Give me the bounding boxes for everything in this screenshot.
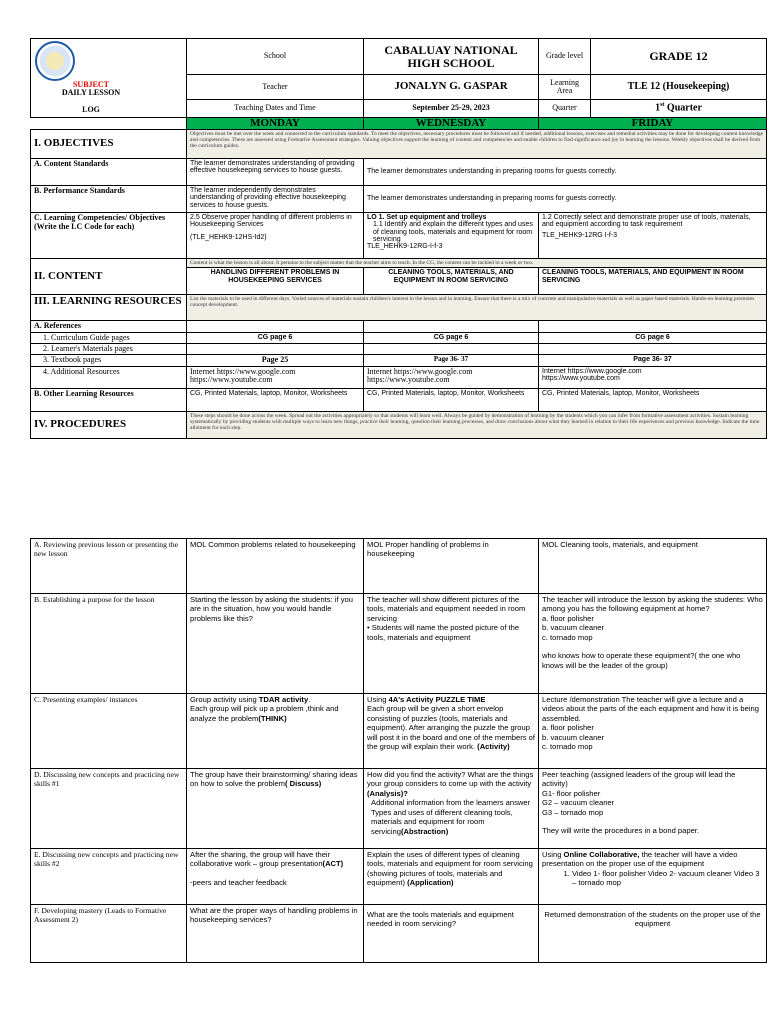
- examples-fri-item-c: c. tornado mop: [542, 742, 593, 752]
- additional-label: 4. Additional Resources: [31, 366, 187, 388]
- examples-wed: [364, 694, 539, 769]
- school-value: CABALUAY NATIONAL HIGH SCHOOL: [364, 39, 539, 75]
- discuss1-fri-g2: G2 – vacuum cleaner: [542, 798, 615, 808]
- additional-mon: [187, 366, 364, 388]
- comp-wed-code: TLE_HEHK9-12RG-I-f-3: [367, 243, 443, 251]
- discuss2-mon-t1: After the sharing, the group will have their collaborative work – group presentation: [190, 850, 331, 869]
- add-mon-url1[interactable]: Internet https://www.google.com: [190, 366, 296, 376]
- discuss1-label: D. Discussing new concepts and practicing new skills #1: [31, 769, 187, 849]
- discuss2-fri-t1b: Online Collaborative,: [563, 850, 640, 859]
- purpose-wed-bullet: • Students will name the posted picture of the tools, materials and equipment: [367, 623, 520, 642]
- examples-mon-t2: Each group will pick up a problem ,think and analyze the problem: [190, 704, 339, 723]
- purpose-mon: Starting the lesson by asking the students: if you are in the situation, how you would handle problems like this?: [187, 594, 364, 694]
- quarter-label: Quarter: [539, 99, 591, 117]
- resources-note: List the materials to be used in different days. Varied sources of materials sustain children's interest in the lesson and in learning. Ensure that there is a mix of concrete and manipulative materials as well as paper based materials. Hands-on learning promotes concept development.: [187, 295, 767, 321]
- procedures-table: [30, 538, 767, 963]
- additional-wed: [364, 366, 539, 388]
- other-resources-wed: CG, Printed Materials, laptop, Monitor, Worksheets: [364, 388, 539, 411]
- grade-label: Grade level: [539, 39, 591, 75]
- references-fri: [539, 321, 767, 332]
- dates-label: Teaching Dates and Time: [187, 99, 364, 117]
- school-label: School: [187, 39, 364, 75]
- add-fri-url1[interactable]: Internet https://www.google.com: [542, 367, 642, 375]
- mastery-mon: What are the proper ways of handling problems in housekeeping services?: [187, 905, 364, 963]
- objectives-title: I. OBJECTIVES: [31, 130, 187, 159]
- examples-wed-t2b: (Activity): [477, 742, 510, 752]
- content-title: II. CONTENT: [31, 259, 187, 295]
- additional-fri: [539, 366, 767, 388]
- content-standards-wedfri: The learner demonstrates understanding in preparing rooms for guests correctly.: [364, 159, 767, 186]
- discuss2-wed-t1: Explain the uses of different types of cleaning tools, materials and equipment for room servicing (showing pictures of tools, materials and equipment): [367, 850, 533, 888]
- deped-seal-icon: [35, 41, 75, 81]
- examples-mon-t1b: TDAR activity: [258, 695, 309, 704]
- content-fri: CLEANING TOOLS, MATERIALS, AND EQUIPMENT IN ROOM SERVICING: [539, 268, 767, 295]
- doc-title-line2: LOG: [82, 105, 100, 115]
- content-note: Content is what the lesson is all about. It pertains to the subject matter that the teacher aims to teach. In the CG, the content can be tackled in a week or two.: [187, 259, 767, 268]
- comp-mon-text: 2.5 Observe proper handling of different problems in Housekeeping Services: [190, 214, 352, 229]
- purpose-fri: [539, 594, 767, 694]
- discuss2-fri-videos: 1. Video 1- floor polisher Video 2- vacuum cleaner Video 3 – tornado mop: [572, 869, 763, 888]
- purpose-fri-item-b: b. vacuum cleaner: [542, 623, 605, 633]
- references-wed: [364, 321, 539, 332]
- discuss1-fri-g3: G3 – tornado mop: [542, 807, 604, 817]
- examples-mon: [187, 694, 364, 769]
- discuss2-wed: [364, 849, 539, 905]
- header-brand-cell: [31, 39, 187, 118]
- grade-value: GRADE 12: [591, 39, 767, 75]
- lm-mon: [187, 343, 364, 354]
- discuss2-mon-t1b: (ACT): [322, 859, 344, 869]
- textbook-wed: Page 36- 37: [364, 355, 539, 366]
- day-monday: MONDAY: [187, 117, 364, 130]
- review-label: A. Reviewing previous lesson or presenting the new lesson: [31, 539, 187, 594]
- comp-wed-lo: LO 1. Set up equipment and trolleys: [367, 214, 487, 222]
- quarter-num: 1: [655, 102, 661, 114]
- dll-header-table: [30, 38, 767, 439]
- examples-mon-t1c: .: [308, 695, 311, 704]
- dates-value: September 25-29, 2023: [364, 99, 539, 117]
- procedures-title: IV. PROCEDURES: [31, 411, 187, 438]
- objectives-note: Objectives must be met over the week and connected to the curriculum standards. To meet the objectives, necessary procedures must be followed and if needed, additional lessons, exercises and remedial activities may be done for developing content knowledge and competencies. These are assessed using Formative Assessment strategies. Valuing objectives support the learning of content and competencies and enable children to find significance and joy in learning the lessons. Weekly objectives shall be derived from the curriculum guides.: [187, 130, 767, 159]
- examples-wed-t2: Each group will be given a short envelop consisting of puzzles (tools, materials and equipment). After arranging the puzzle the group will post it in the board and one of the members of the group will explain their work.: [367, 704, 536, 752]
- examples-fri-item-b: b. vacuum cleaner: [542, 732, 605, 742]
- cg-label: 1. Curriculum Guide pages: [31, 332, 187, 343]
- add-mon-url2[interactable]: https://www.youtube.com: [190, 375, 273, 385]
- references-label: A. References: [31, 321, 187, 332]
- purpose-wed: [364, 594, 539, 694]
- discuss1-wed-t2b: (Abstraction): [400, 826, 449, 836]
- references-mon: [187, 321, 364, 332]
- review-mon: MOL Common problems related to housekeeping: [187, 539, 364, 594]
- doc-title-line1: DAILY LESSON: [61, 88, 121, 98]
- quarter-word: Quarter: [664, 102, 702, 114]
- comp-fri-text: 1.2 Correctly select and demonstrate proper use of tools, materials, and equipment according to task requirement: [542, 214, 751, 229]
- cg-fri: CG page 6: [539, 332, 767, 343]
- other-resources-label: B. Other Learning Resources: [31, 388, 187, 411]
- performance-standards-wedfri: The learner demonstrates understanding in preparing rooms for guests correctly.: [364, 186, 767, 213]
- comp-fri-code: TLE_HEHK9-12RG I-f-3: [542, 231, 618, 239]
- competencies-wed: [364, 213, 539, 259]
- purpose-wed-text: The teacher will show different pictures of the tools, materials and equipment needed in room servicing: [367, 595, 526, 623]
- lm-fri: [539, 343, 767, 354]
- comp-wed-text: 1.1 Identify and explain the different types and uses of cleaning tools, materials and equipment for room servicing: [373, 221, 533, 244]
- examples-fri-text: Lecture /demonstration The teacher will give a lecture and a videos about the parts of the each equipment and how it is being assembled.: [542, 695, 759, 723]
- content-standards-label: A. Content Standards: [31, 159, 187, 186]
- textbook-mon: Page 25: [187, 355, 364, 366]
- content-mon: HANDLING DIFFERENT PROBLEMS IN HOUSEKEEPING SERVICES: [187, 268, 364, 295]
- day-friday: FRIDAY: [539, 117, 767, 130]
- discuss2-mon-feedback: -peers and teacher feedback: [190, 877, 287, 887]
- days-blank: [31, 117, 187, 130]
- other-resources-fri: CG, Printed Materials, laptop, Monitor, Worksheets: [539, 388, 767, 411]
- discuss1-wed: [364, 769, 539, 849]
- discuss2-mon: [187, 849, 364, 905]
- competencies-label: C. Learning Competencies/ Objectives (Write the LC Code for each): [31, 213, 187, 259]
- discuss1-wed-t1: How did you find the activity? What are the things your group considers to come up with the activity: [367, 770, 534, 789]
- add-wed-url2[interactable]: https://www.youtube.com: [367, 375, 450, 385]
- discuss1-mon-t1b: ( Discuss): [284, 779, 322, 789]
- competencies-fri: [539, 213, 767, 259]
- area-value: TLE 12 (Housekeeping): [591, 75, 767, 99]
- discuss1-wed-t1b: (Analysis)?: [367, 788, 408, 798]
- discuss2-label: E. Discussing new concepts and practicing new skills #2: [31, 849, 187, 905]
- performance-standards-label: B. Performance Standards: [31, 186, 187, 213]
- review-fri: MOL Cleaning tools, materials, and equipment: [539, 539, 767, 594]
- textbook-label: 3. Textbook pages: [31, 355, 187, 366]
- discuss1-fri-g1: G1- floor polisher: [542, 788, 601, 798]
- mastery-label: F. Developing mastery (Leads to Formative Assessment 2): [31, 905, 187, 963]
- discuss2-fri-t1: Using: [542, 850, 564, 859]
- mastery-fri: Returned demonstration of the students on the proper use of the equipment: [539, 905, 767, 963]
- cg-wed: CG page 6: [364, 332, 539, 343]
- comp-mon-code: (TLE_HEHK9-12HS-Id2): [190, 233, 267, 241]
- purpose-fri-question: who knows how to operate these equipment?( the one who knows will be the leader of the group): [542, 651, 741, 670]
- teacher-value: JONALYN G. GASPAR: [364, 75, 539, 99]
- content-wed: CLEANING TOOLS, MATERIALS, AND EQUIPMENT IN ROOM SERVICING: [364, 268, 539, 295]
- add-wed-url1[interactable]: Internet https://www.google.com: [367, 366, 473, 376]
- purpose-fri-item-a: a. floor polisher: [542, 613, 594, 623]
- textbook-fri: Page 36- 37: [539, 355, 767, 366]
- discuss1-fri-text: Peer teaching (assigned leaders of the group will lead the activity): [542, 770, 736, 789]
- purpose-fri-text: The teacher will introduce the lesson by asking the students: Who among you has the following equipment at home?: [542, 595, 763, 614]
- examples-fri-item-a: a. floor polisher: [542, 723, 594, 733]
- lm-label: 2. Learner's Materials pages: [31, 343, 187, 354]
- discuss1-mon: [187, 769, 364, 849]
- discuss1-fri-note: They will write the procedures in a bond paper.: [542, 826, 700, 836]
- discuss2-fri: [539, 849, 767, 905]
- area-label: Learning Area: [539, 75, 591, 99]
- lm-wed: [364, 343, 539, 354]
- review-wed: MOL Proper handling of problems in housekeeping: [364, 539, 539, 594]
- purpose-label: B. Establishing a purpose for the lesson: [31, 594, 187, 694]
- examples-label: C. Presenting examples/ instances: [31, 694, 187, 769]
- other-resources-mon: CG, Printed Materials, laptop, Monitor, Worksheets: [187, 388, 364, 411]
- examples-wed-t1b: 4A's Activity PUZZLE TIME: [388, 695, 486, 704]
- cg-mon: CG page 6: [187, 332, 364, 343]
- discuss2-fri-t1c: the teacher will have a video presentation on the proper use of the equipment: [542, 850, 738, 869]
- performance-standards-mon: The learner independently demonstrates understanding of providing effective housekeeping services to house guests.: [187, 186, 364, 213]
- quarter-sup: st: [660, 102, 665, 109]
- discuss1-fri: [539, 769, 767, 849]
- examples-fri: [539, 694, 767, 769]
- discuss1-wed-t2: Additional information from the learners answer Types and uses of different cleaning tools, materials and equipment for room servicing: [371, 798, 531, 836]
- quarter-value: [591, 99, 767, 117]
- content-standards-mon: The learner demonstrates understanding of providing effective housekeeping services to house guests.: [187, 159, 364, 186]
- discuss1-mon-t1: The group have their brainstorming/ sharing ideas on how to solve the problem: [190, 770, 358, 789]
- resources-title: III. LEARNING RESOURCES: [31, 295, 187, 321]
- subject-label: SUBJECT: [72, 80, 109, 89]
- add-fri-url2[interactable]: https://www.youtube.com: [542, 375, 620, 383]
- competencies-mon: [187, 213, 364, 259]
- procedures-note: These steps should be done across the week. Spread out the activities appropriately so that students will learn well. Always be guided by demonstration of learning by the students which you can infer from formative assessment activities. Sustain learning systematically by providing students with multiple ways to learn new things, practice their learning, question their learning processes, and draw conclusions about what they learned in relation to their life experiences and previous knowledge. Indicate the time allotment for each step.: [187, 411, 767, 438]
- examples-wed-t1: Using: [367, 695, 389, 704]
- examples-mon-t1: Group activity using: [190, 695, 259, 704]
- mastery-wed: What are the tools materials and equipment needed in room servicing?: [364, 905, 539, 963]
- purpose-fri-item-c: c. tornado mop: [542, 632, 593, 642]
- day-wednesday: WEDNESDAY: [364, 117, 539, 130]
- teacher-label: Teacher: [187, 75, 364, 99]
- discuss2-wed-t1b: (Application): [407, 878, 454, 888]
- examples-mon-t2b: (THINK): [258, 713, 287, 723]
